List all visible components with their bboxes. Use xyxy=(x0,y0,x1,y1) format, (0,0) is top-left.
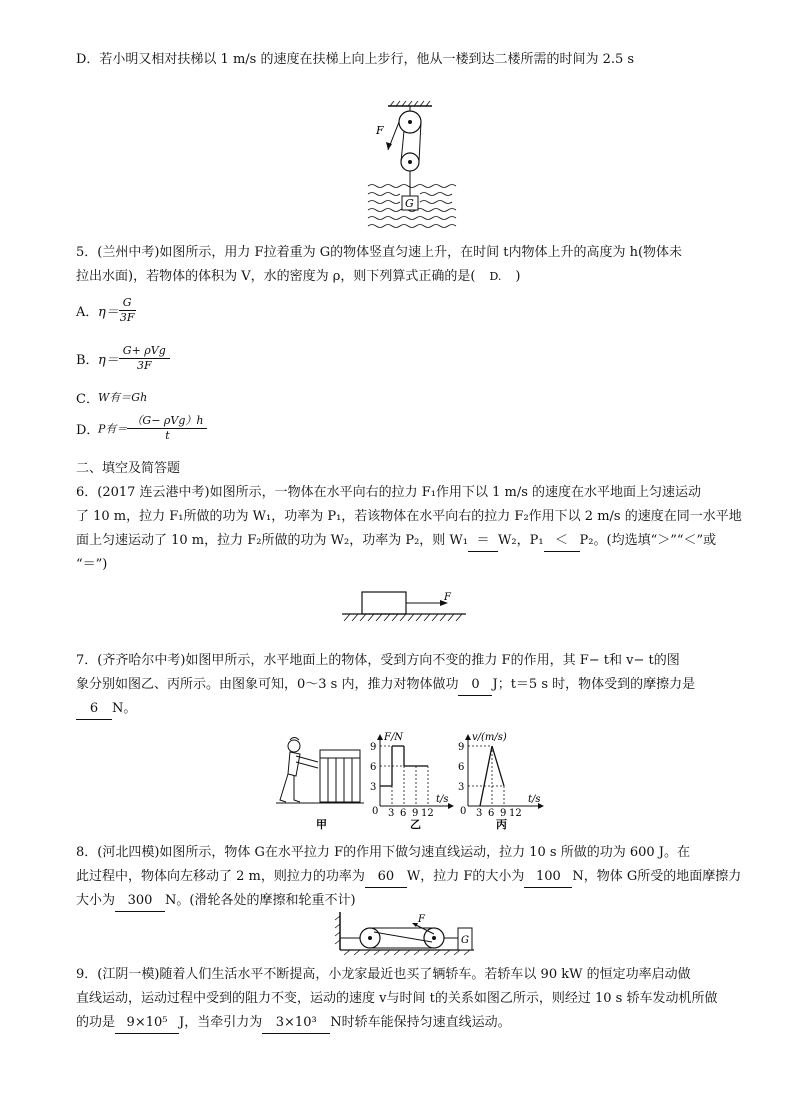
q8-text-e: N。(滑轮各处的摩擦和轮重不计) xyxy=(165,893,356,908)
chart-bing-series-segment xyxy=(492,746,504,786)
q8-answer-3: 300 xyxy=(115,891,165,912)
chart-bing-tick-y-6: 6 xyxy=(458,762,465,773)
q8-text-d: 大小为 xyxy=(76,893,116,908)
q7-answer-2: 6 xyxy=(76,699,112,720)
figure-label-yi: 乙 xyxy=(410,818,421,831)
option-d-numerator: （G− ρVg）h xyxy=(127,414,207,429)
q6-answer-2: ＜ xyxy=(544,531,580,552)
q5-option-b xyxy=(76,344,170,373)
q9-line3 xyxy=(76,1013,511,1034)
chart-bing-y-axis-label: v/(m/s) xyxy=(472,732,507,743)
q6-line3 xyxy=(76,531,716,552)
q9-answer-2: 3×10³ xyxy=(262,1013,330,1034)
q5-paren-close: ) xyxy=(515,269,521,284)
chart-bing xyxy=(458,732,544,819)
q8-line1: 8．(河北四模)如图所示，物体 G在水平拉力 F的作用下做匀速直线运动，拉力 10 s 所做的功为 600 J。在 xyxy=(76,845,690,860)
option-b-denominator: 3F xyxy=(136,359,152,372)
q8-text-b: W，拉力 F的大小为 xyxy=(406,869,525,884)
q8-line3 xyxy=(76,891,356,912)
chart-yi-y-axis-label: F/N xyxy=(384,732,404,743)
chart-bing-tick-x-6: 6 xyxy=(488,808,495,819)
horizontal-pulley-figure xyxy=(334,910,478,956)
q8-text-a: 此过程中，物体向左移动了 2 m，则拉力的功率为 xyxy=(76,869,365,884)
chart-yi-tick-x-9: 9 xyxy=(412,808,419,819)
option-d-denominator: t xyxy=(165,429,170,442)
q6-text-b: W₂，P₁ xyxy=(498,533,544,548)
pulley-figure xyxy=(366,98,458,233)
q9-line2: 直线运动，运动过程中受到的阻力不变，运动的速度 v与时间 t的关系如图乙所示，则经过 10 s 轿车发动机所做 xyxy=(76,991,718,1006)
chart-yi xyxy=(370,732,454,819)
chart-yi-x-axis-label: t/s xyxy=(436,794,449,805)
object-label-g: G xyxy=(405,197,414,210)
q7-line3 xyxy=(76,699,136,720)
q5-answer: D. xyxy=(489,270,502,283)
option-a-numerator: G xyxy=(119,296,136,311)
q6-text-c: P₂。(均选填“＞”“＜”或 xyxy=(579,533,717,548)
chart-bing-tick-origin: 0 xyxy=(460,806,467,817)
figure-label-jia: 甲 xyxy=(316,818,327,831)
option-d-lhs: P有＝ xyxy=(98,422,128,436)
force-label-f-horizontal: F xyxy=(418,914,425,925)
q5-stem-text: 拉出水面)，若物体的体积为 V，水的密度为 ρ，则下列算式正确的是( xyxy=(76,269,476,284)
chart-bing-series-segment xyxy=(480,746,492,806)
option-b-numerator: G+ ρVg xyxy=(119,344,170,359)
q9-text-b: J，当牵引力为 xyxy=(179,1015,263,1030)
q7-text-a: 象分别如图乙、丙所示。由图象可知，0～3 s 内，推力对物体做功 xyxy=(76,677,459,692)
q8-answer-2: 100 xyxy=(524,867,572,888)
q9-text-a: 的功是 xyxy=(76,1015,116,1030)
q7-line2 xyxy=(76,675,695,696)
q5-stem-line1: 5．(兰州中考)如图所示，用力 F拉着重为 G的物体竖直匀速上升，在时间 t内物体上升的高度为 h(物体未 xyxy=(76,245,683,260)
chart-yi-tick-x-3: 3 xyxy=(388,808,395,819)
section-heading: 二、填空及简答题 xyxy=(76,461,181,476)
q6-text-a: 面上匀速运动了 10 m，拉力 F₂所做的功为 W₂，功率为 P₂，则 W₁ xyxy=(76,533,468,548)
chart-yi-tick-y-9: 9 xyxy=(370,742,377,753)
force-label-f: F xyxy=(376,124,384,137)
force-label-f1: F xyxy=(444,592,451,603)
chart-bing-x-axis-label: t/s xyxy=(528,794,541,805)
option-a-denominator: 3F xyxy=(119,311,135,324)
q5-option-a xyxy=(76,296,136,325)
q7-line1: 7．(齐齐哈尔中考)如图甲所示，水平地面上的物体，受到方向不变的推力 F的作用，其 F− t和 v− t的图 xyxy=(76,653,680,668)
chart-yi-tick-y-3: 3 xyxy=(370,782,377,793)
person-pushing-crate-illustration xyxy=(276,738,364,804)
q4-option-d: D．若小明又相对扶梯以 1 m/s 的速度在扶梯上向上步行，他从一楼到达二楼所需的时间为 2.5 s xyxy=(76,52,635,67)
q6-line2: 了 10 m，拉力 F₁所做的功为 W₁，功率为 P₁，若该物体在水平向右的拉力 F₂作用下以 2 m/s 的速度在同一水平地 xyxy=(76,509,742,524)
q7-text-b: J；t＝5 s 时，物体受到的摩擦力是 xyxy=(492,677,696,692)
block-figure xyxy=(340,588,468,628)
q7-text-c: N。 xyxy=(112,701,137,716)
option-c-label: C． xyxy=(76,392,99,407)
q9-answer-1: 9×10⁵ xyxy=(115,1013,179,1034)
option-a-label: A． xyxy=(76,305,99,320)
option-b-lhs: η＝ xyxy=(98,353,119,368)
chart-bing-tick-x-9: 9 xyxy=(500,808,507,819)
q7-figure-group xyxy=(272,728,552,834)
chart-bing-tick-y-3: 3 xyxy=(458,782,465,793)
chart-yi-tick-x-6: 6 xyxy=(400,808,407,819)
chart-yi-tick-x-12: 12 xyxy=(421,808,434,819)
chart-bing-tick-y-9: 9 xyxy=(458,742,465,753)
chart-yi-tick-y-6: 6 xyxy=(370,762,377,773)
option-c-text: W有＝Gh xyxy=(98,391,148,404)
q8-text-c: N，物体 G所受的地面摩擦力 xyxy=(572,869,742,884)
chart-bing-tick-x-12: 12 xyxy=(509,808,522,819)
q8-answer-1: 60 xyxy=(365,867,407,888)
chart-bing-tick-x-3: 3 xyxy=(476,808,483,819)
q8-line2 xyxy=(76,867,741,888)
q9-text-c: N时轿车能保持匀速直线运动。 xyxy=(330,1015,511,1030)
option-d-label: D． xyxy=(76,423,100,438)
q6-line1: 6．(2017 连云港中考)如图所示，一物体在水平向右的拉力 F₁作用下以 1 m/s 的速度在水平地面上匀速运动 xyxy=(76,485,702,500)
q6-answer-1: ＝ xyxy=(468,531,498,552)
q5-option-d xyxy=(76,414,207,443)
q7-answer-1: 0 xyxy=(458,675,492,696)
q5-stem-line2 xyxy=(76,267,520,287)
q9-line1: 9．(江阴一模)随着人们生活水平不断提高，小龙家最近也买了辆轿车。若轿车以 90 kW 的恒定功率启动做 xyxy=(76,967,691,982)
option-b-label: B． xyxy=(76,353,99,368)
object-label-g-horizontal: G xyxy=(461,935,469,946)
chart-yi-tick-origin: 0 xyxy=(372,806,379,817)
q6-line4: “＝”) xyxy=(76,557,108,572)
figure-label-bing: 丙 xyxy=(496,818,507,831)
option-a-lhs: η＝ xyxy=(98,305,119,320)
q5-option-c xyxy=(76,388,147,407)
